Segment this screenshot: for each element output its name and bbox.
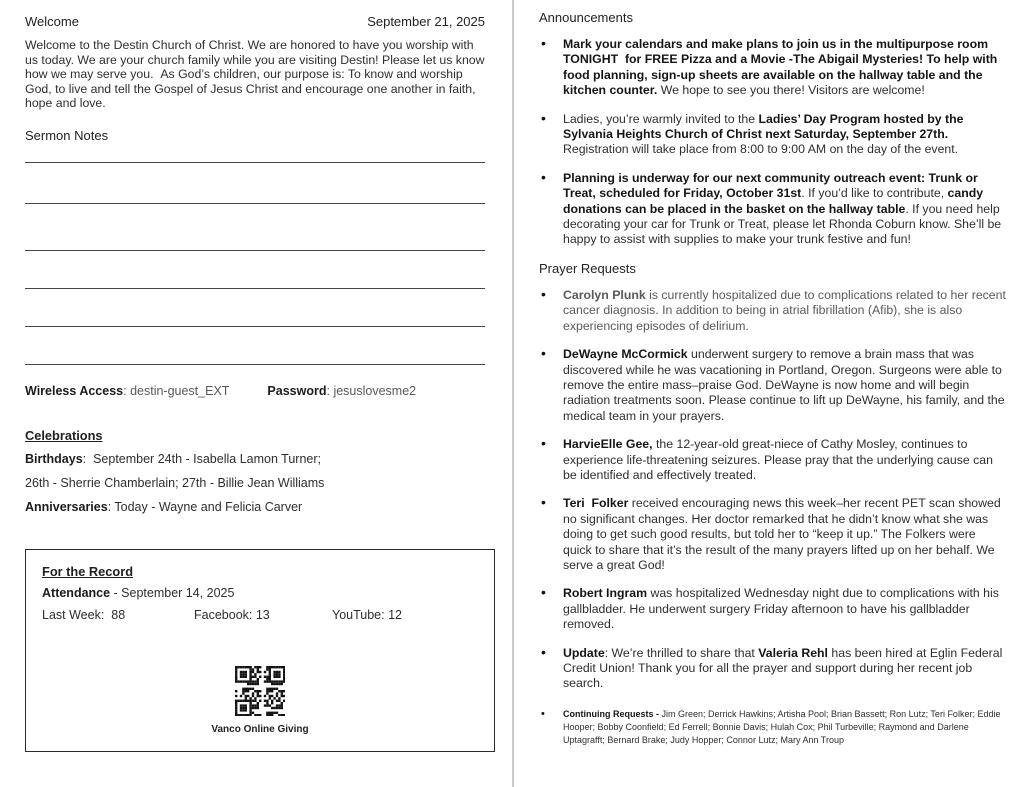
wireless-sep: : (123, 383, 131, 398)
continuing-requests-item: • Continuing Requests - Jim Green; Derrick Hawkins; Artisha Pool; Brian Bassett; Ron Lutz; Teri Folker; Eddie Hooper; Bobby Coonfield; Ed Ferrell; Bonnie Davis; Hulah Cox; Phil Turbeville; Raymond and Darlene Uptagrafft; Bernard Brake; Judy Hopper; Connor Lutz; Mary Ann Troup (539, 708, 1006, 747)
qr-code-icon (235, 666, 285, 721)
birthdays-text: : September 24th - Isabella Lamon Turner; (82, 451, 321, 466)
anniversaries-label: Anniversaries (25, 499, 108, 514)
sermon-note-line (25, 163, 485, 204)
wireless-access-label: Wireless Access (25, 383, 124, 398)
celebrations-heading: Celebrations (25, 427, 103, 443)
giving-qr-block (42, 666, 478, 735)
sermon-note-line (25, 204, 485, 251)
prayer-item: • DeWayne McCormick underwent surgery to remove a brain mass that was discovered while he was vacationing in Portland, Oregon. Surgeons were able to remove the entire mass–praise God. DeWayne is now home and will begin radiation treatments soon. Please continue to lift up DeWayne, his family, and the medical team in your prayers. (539, 347, 1006, 424)
announcement-item: • Ladies, you’re warmly invited to the Ladies’ Day Program hosted by the Sylvania Heights Church of Christ next Saturday, September 27th. Registration will take place from 8:00 to 9:00 AM on the day of the event. (539, 112, 1006, 158)
announcement-item: • Mark your calendars and make plans to join us in the multipurpose room TONIGHT for FREE Pizza and a Movie -The Abigail Mysteries! To help with food planning, sign-up sheets are available on the hallway table and the kitchen counter. We hope to see you there! Visitors are welcome! (539, 37, 1006, 99)
right-column (512, 0, 1024, 787)
prayer-item: • Update: We’re thrilled to share that Valeria Rehl has been hired at Eglin Federal Credit Union! Thank you for all the prayer and support during her recent job search. (539, 646, 1006, 692)
welcome-paragraph: Welcome to the Destin Church of Christ. We are honored to have you worship with us today. We are your church family while you are visiting Destin! Please let us know how we may serve you. As God’s children, our purpose is: To know and worship God, to live and tell the Gospel of Jesus Christ and encourage one another in faith, hope and love. (25, 38, 485, 111)
sermon-notes-lines (25, 143, 485, 365)
sermon-notes-heading: Sermon Notes (25, 127, 109, 143)
facebook-count: Facebook: 13 (194, 607, 270, 622)
prayer-item: • Robert Ingram was hospitalized Wednesday night due to complications with his gallbladder. He underwent surgery Friday afternoon to have his gallbladder removed. (539, 586, 1006, 632)
attendance-date: - September 14, 2025 (110, 585, 235, 600)
prayer-item: • Teri Folker received encouraging news this week–her recent PET scan showed no significant changes. Her doctor remarked that he didn’t know what she was doing to get such good results, but told her to “keep it up.” The Folkers were quick to share that it’s the result of the many prayers lifted up on her behalf. We serve a great God! (539, 496, 1006, 573)
announcement-item: • Planning is underway for our next community outreach event: Trunk or Treat, scheduled for Friday, October 31st. If you’d like to contribute, candy donations can be placed in the basket on the hallway table. If you need help decorating your car for Trunk or Treat, please let Rhonda Coburn know. She’ll be happy to assist with supplies to make your trunk festive and fun! (539, 171, 1006, 248)
wireless-network-value: destin-guest_EXT (130, 383, 230, 398)
sermon-note-line (25, 143, 485, 163)
attendance-stats-row (42, 608, 478, 622)
announcements-list (539, 37, 1006, 248)
announcements-heading: Announcements (539, 10, 633, 25)
prayer-item: • HarvieElle Gee, the 12-year-old great-niece of Cathy Mosley, continues to experience life-threatening seizures. Please pray that the underlying cause can be identified and effectively treated. (539, 437, 1006, 483)
anniversaries-text: : Today - Wayne and Felicia Carver (107, 499, 303, 514)
last-week-count: Last Week: 88 (42, 607, 126, 622)
welcome-header-row (25, 14, 485, 29)
birthdays-line (25, 452, 485, 467)
anniversaries-line (25, 500, 485, 515)
welcome-heading: Welcome (25, 14, 79, 29)
password-label: Password (267, 383, 327, 398)
attendance-label: Attendance (42, 585, 111, 600)
birthdays-label: Birthdays (25, 451, 83, 466)
sermon-note-line (25, 327, 485, 365)
password-value: jesuslovesme2 (333, 383, 417, 398)
youtube-count: YouTube: 12 (332, 607, 402, 622)
wireless-access-line (25, 384, 485, 398)
prayer-requests-list (539, 288, 1006, 747)
password-sep: : (326, 383, 334, 398)
sermon-note-line (25, 289, 485, 327)
for-the-record-box (25, 549, 495, 752)
qr-caption: Vanco Online Giving (211, 724, 309, 736)
prayer-item: • Carolyn Plunk is currently hospitalized due to complications related to her recent cancer diagnosis. In addition to being in atrial fibrillation (Afib), she is also experiencing episodes of delirium. (539, 288, 1006, 334)
birthdays-line-2: 26th - Sherrie Chamberlain; 27th - Billie Jean Williams (25, 475, 325, 490)
attendance-line (42, 586, 478, 600)
bulletin-date: September 21, 2025 (367, 14, 485, 29)
sermon-note-line (25, 251, 485, 289)
prayer-requests-heading: Prayer Requests (539, 260, 636, 276)
for-the-record-heading: For the Record (42, 563, 134, 579)
